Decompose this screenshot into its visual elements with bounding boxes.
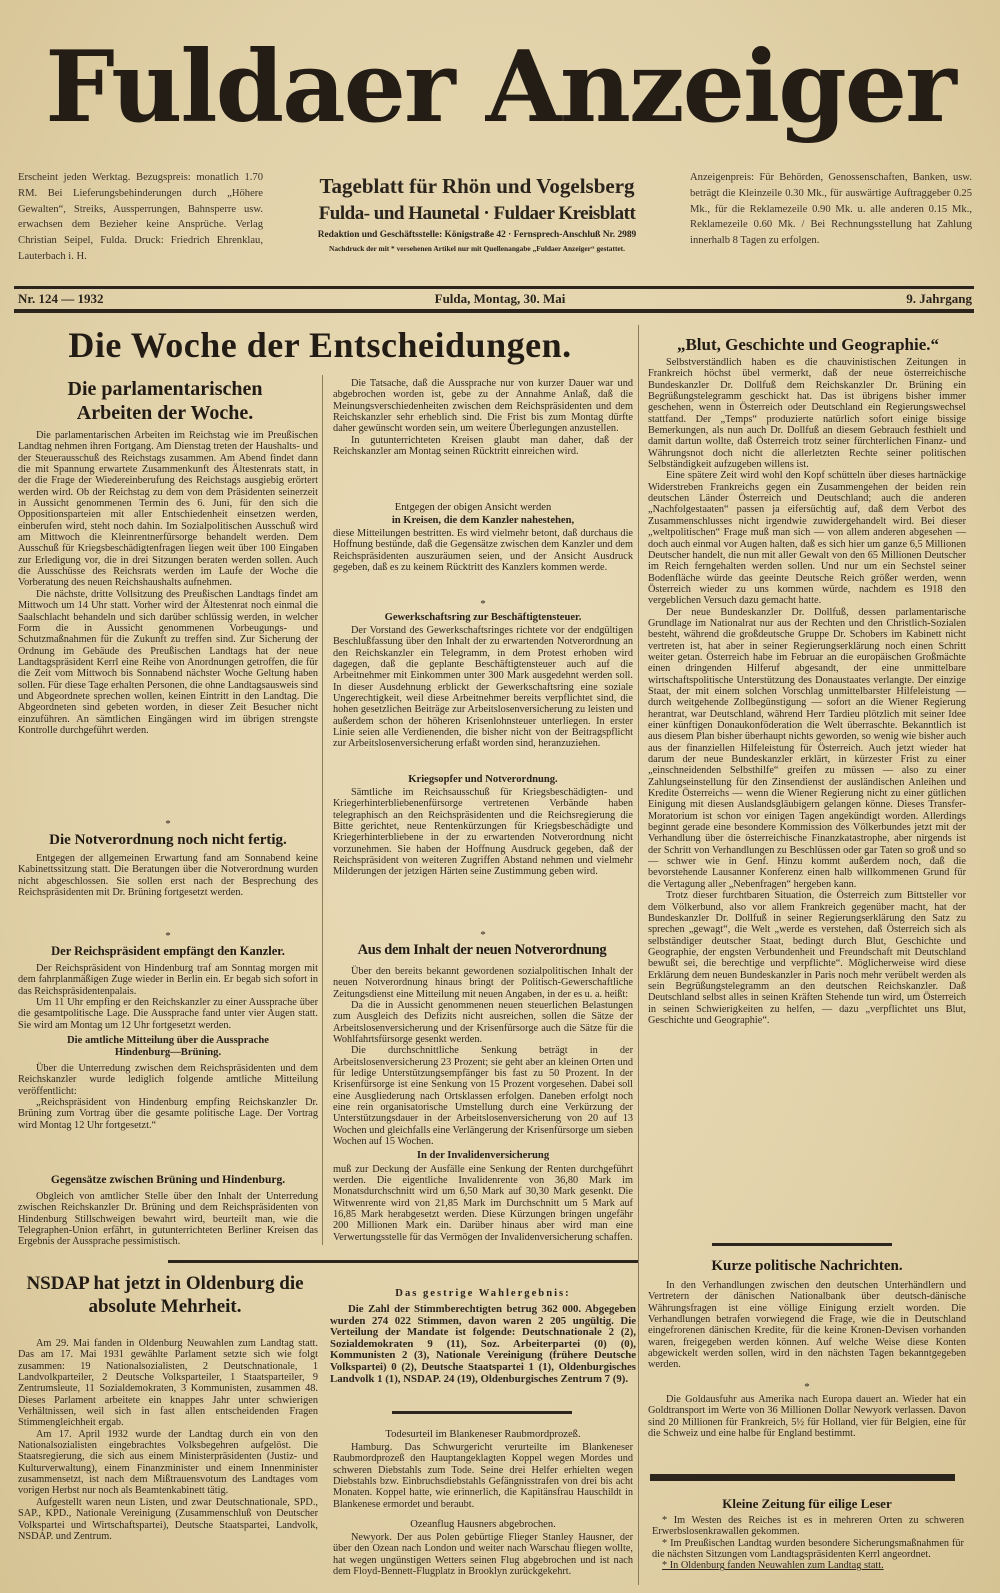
article-body [333,378,633,457]
paragraph: Um 11 Uhr empfing er den Reichskanzler zu einer Aussprache über die gesamtpolitische Lage. Die Aussprache fand unter vier Augen statt. Sie wird am Montag um 12 Uhr fortgesetzt werden. [18,997,318,1031]
subheading: In der Invalidenversicherung [416,1149,550,1161]
separator-star: * [804,1381,810,1393]
article-body [648,357,966,1026]
issue-number: Nr. 124 — 1932 [18,291,104,306]
paragraph: Der neue Bundeskanzler Dr. Dollfuß, dessen parlamentarische Grundlage im Nationalrat nur aus der Rechten und den Christlich-Sozialen besteht, während die großdeutsche Gruppe Dr. Schobers im Kabinett nicht vertreten ist, hat aber in seiner Regierungserklärung noch einen Schritt weiter getan. Österreich habe im Februar an die europäischen Großmächte einen dringenden Hilferuf abgesandt, der eine unmittelbare wirtschaftspolitische Unterstützung des Donaustaates verlangte. Der einzige Staat, der mit einem solchen Vorschlag unmittelbarster Hilfeleistung — durch weitgehende Zollbegünstigung — sofort an die Wiener Regierung herantrat, war Deutschland, während Herr Tardieu plötzlich mit seiner Idee einer künftigen Donaukonföderation die Welt überraschte. Bekanntlich ist aus diesem Plan bisher überhaupt nichts geworden, so wenig wie bisher auch aus der finanziellen Hilfeleistung für Österreich. Auch jetzt wieder hat darum der neue Bundeskanzler erklärt, in kürzester Frist zu einer „einschneidenden Selbsthilfe“ greifen zu müssen — also zu einer Zahlungseinstellung für den Zinsendienst der ausländischen Anleihen und Kredite Österreichs — wenn die Wiener Regierung nicht zu einer gütlichen Einigung mit diesen Auslandsgläubigern gelangen könne. Dieses Transfer-Moratorium ist schon vor einigen Tagen angekündigt worden. Allerdings beginnt gerade eine besondere Kommission des Völkerbundes jetzt mit der Verhandlung über die österreichische Finanzkatastrophe, aber nirgends ist der Schritt von Verhandlungen zu Beschlüssen oder gar Taten so groß und so — schwer wie in Genf. Hinzu kommt außerdem noch, daß die bevorstehende Lausanner Konferenz einen halb willkommenen Grund für die Vertagung aller „Nebenfragen“ hergeben kann. [648,606,966,890]
paragraph: Entgegen der allgemeinen Erwartung fand am Sonnabend keine Kabinettssitzung statt. Die Beratungen über die Notverordnung wurden nicht abgeschlossen. Sie sollen erst nach der Besprechung des Reichspräsidenten mit Dr. Brüning fortgesetzt werden. [18,853,318,899]
subtitle-line-1: Tageblatt für Rhön und Vogelsberg [319,174,635,198]
section-rule [712,1243,892,1246]
article-body [330,1304,636,1385]
paragraph: Am 17. April 1932 wurde der Landtag durch ein von den Nationalsozialisten eingebrachtes Volksbegehren aufgelöst. Die Staatsregierung, die sich aus einem Ministerpräsidenten (Justiz- und Kulturverwaltung), einem Finanzminister und einem Innenminister zusammensetzt, ist nach dem Mißtrauensvotum des Landtages vom vorigen Herbst nur noch als Beamtenkabinett tätig. [18,1428,318,1497]
article-body [333,625,633,750]
article-body [18,430,318,736]
article-body [18,1338,318,1542]
paragraph: Die Zahl der Stimmberechtigten betrug 362 000. Abgegeben wurden 274 022 Stimmen, davon waren 2 205 ungültig. Die Verteilung der Mandate ist folgende: Deutschnationale 2 (2), Sozialdemokraten 9 (11), Soz. Arbeiterpartei (0) (0), Kommunisten 2 (3), Nationale Vereinigung (frühere Deutsche Volkspartei) 0 (2), Deutsche Staatspartei 1 (1), Oldenburgisches Landvolk 1 (1), NSDAP. 24 (19), Oldenburgisches Zentrum 7 (9). [330,1303,636,1385]
advertising-rates: Anzeigenpreis: Für Behörden, Genossenschaften, Banken, usw. beträgt die Kleinzeile 0.30 Mk., für auswärtige Auftraggeber 0.25 Mk., für die Reklamezeile 0.90 Mk. u. alle anderen 0.15 Mk., Reklamezeile 0.60 Mk. / Bei Rechnungsstellung hat Zahlung innerhalb 8 Tagen zu erfolgen. [690,172,972,247]
paragraph: diese Mitteilungen bestritten. Es wird vielmehr betont, daß durchaus die Hoffnung bestünde, daß die Gegensätze zwischen dem Kanzler und dem Reichspräsidenten auszuräumen seien, und der Ansicht Ausdruck gegeben, daß es zu keinem Rücktritt des Kanzlers kommen werde. [333,528,633,574]
paragraph: In den Verhandlungen zwischen den deutschen Unterhändlern und Vertretern der dänischen Nationalbank über deutsch-dänische Währungsfragen ist eine völlige Einigung erzielt worden. Die Verhandlungen betrafen vorwiegend die Frage, wie die in Deutschland eingefrorenen dänischen Kredite, für die keine Kronen-Devisen vorhanden waren, freigegeben werden können. Auf welche Weise diese Konten abgewickelt werden sollen, wird in den nächsten Tagen bekanntgegeben werden. [648,1280,966,1371]
news-brief: * Im Westen des Reiches ist es in mehreren Orten zu schweren Erwerbslosenkrawallen gekommen. [652,1515,964,1538]
paragraph: Newyork. Der aus Polen gebürtige Flieger Stanley Hausner, der über den Ozean nach London und weiter nach Warschau fliegen wollte, hat wegen ungünstigen Wetters seinen Flug abgebrochen und ist nach dem Floyd-Bennett-Flugplatz in Brooklyn zurückgekehrt. [333,1532,633,1578]
section-rule [168,1260,638,1263]
paragraph: Trotz dieser furchtbaren Situation, die Österreich zum Bittsteller vor dem Völkerbund, also vor allem Frankreich gegenüber macht, hat der Bundeskanzler Dr. Dollfuß in seiner Regierungserklärung den Satz zu sprechen „gewagt“, die Welt „werde es verstehen, daß Österreich sich als selbständiger deutscher Staat, bedingt durch Blut, Geschichte und Geographie, der engsten Verbundenheit und Freundschaft mit Deutschland bewußt sei, die berechtige und verpflichte“. Möglicherweise wird diese Erklärung dem neuen Bundeskanzler in Paris noch mehr verübelt werden als sein Begrüßungstelegramm an den deutschen Reichskanzler. Daß Deutschland selbst alles in seinen Kräften Stehende tun wird, um Österreich in seinen Schwierigkeiten zu helfen, — dazu „verpflichtet uns Blut, Geschichte und Geographie“. [648,890,966,1026]
paragraph: Eine spätere Zeit wird wohl den Kopf schütteln über dieses hartnäckige Widerstreben Frankreichs gegen ein Zusammengehen der beiden rein deutschen Länder Österreich und Deutschland; auch die anderen „Nachfolgestaaten“ passen ja eifersüchtig auf, daß dem Verbot des Zusammenschlusses nicht irgendwie zuwidergehandelt wird. Bei dieser „weltpolitischen“ Frage muß man sich — von allem anderen abgesehen — doch auch einmal vor Augen halten, daß es sich hier um ganze 6,5 Millionen Deutscher handelt, die nun mit aller Gewalt von den 65 Millionen Deutscher im Reich ferngehalten werden sollen. Und nur um ein Sechstel seiner Bodenfläche würde das geeinte Deutsche Reich größer werden, wenn Österreich wieder zu uns kommen würde, nachdem es 1918 den vergeblichen Versuch dazu gemacht hatte. [648,470,966,607]
paragraph: Der Vorstand des Gewerkschaftsringes richtete vor der endgültigen Beschlußfassung über den Inhalt der zu erwartenden Notverordnung an den Reichskanzler ein Telegramm, in dem Protest erhoben wird dagegen, daß die geplante Beschäftigtensteuer auch auf die Arbeitnehmer mit Einkommen unter 300 Mark ausgedehnt werden soll. In dieser Ausdehnung erblickt der Gewerkschaftsring eine soziale Ungerechtigkeit, weil diese Arbeitnehmer bereits verpflichtet sind, die hohen gesetzlichen Beiträge zur Arbeitslosenversicherung zu leisten und außerdem schon der höheren Krisenlohnsteuer unterliegen. In erster Linie seien alle Verdienenden, die bisher nicht von der Beitragspflicht zur Arbeitslosenversicherung erfaßt worden sind, heranzuziehen. [333,625,633,750]
paragraph: Die Goldausfuhr aus Amerika nach Europa dauert an. Wieder hat ein Goldtransport im Werte von 36 Millionen Dollar Newyork verlassen. Davon sind 20 Millionen für Frankreich, 5½ für Holland, vier für Belgien, eine für die Schweiz und eine halbe für England bestimmt. [648,1394,966,1440]
article-headline: Kriegsopfer und Notverordnung. [408,774,558,785]
article-body [18,963,318,1131]
newspaper-masthead: Fuldaer Anzeiger [45,30,955,145]
volume: 9. Jahrgang [906,291,972,306]
column-divider [638,325,639,1585]
separator-star: * [480,929,486,941]
article-body [648,1394,966,1439]
article-body [333,1442,633,1510]
quote: „Reichspräsident von Hindenburg empfing Reichskanzler Dr. Brüning zum Vortrag über die gesamte politische Lage. Der Vortrag wird Montag 12 Uhr fortgesetzt.“ [18,1097,318,1131]
article-headline: NSDAP hat jetzt in Oldenburg die absolute Mehrheit. [26,1273,304,1317]
article-headline: Die Notverordnung noch nicht fertig. [49,832,287,848]
paragraph: Am 29. Mai fanden in Oldenburg Neuwahlen zum Landtag statt. Das am 17. Mai 1931 gewählte Parlament setzte sich wie folgt zusammen: 19 Nationalsozialisten, 2 Deutschnationale, 1 Landvolkparteiler, 2 Deutsche Volksparteiler, 1 Staatsparteiler, 9 Zentrumsleute, 11 Sozialdemokraten, 3 Kommunisten, zusammen 48. Dieses Parlament arbeitete ein knappes Jahr unter schwierigen Verhältnissen, weil sich in fast allen entscheidenden Fragen Stimmengleichheit ergab. [18,1338,318,1429]
separator-star: * [165,818,171,830]
subheading: Entgegen der obigen Ansicht werden [394,502,552,513]
subheading: Die amtliche Mitteilung über die Aussprache Hindenburg—Brüning. [67,1035,269,1059]
article-headline: Die parlamentarischen Arbeiten der Woche. [67,378,263,424]
paragraph: In gutunterrichteten Kreisen glaubt man daher, daß der Reichskanzler am Montag seinen Rücktritt einreichen wird. [333,434,633,458]
article-headline: Kurze politische Nachrichten. [711,1258,903,1274]
article-headline: Ozeanflug Hausners abgebrochen. [410,1519,556,1530]
article-headline: Gewerkschaftsring zur Beschäftigtensteuer. [384,612,582,623]
paragraph: Sämtliche im Reichsausschuß für Kriegsbeschädigten- und Kriegerhinterbliebenenfürsorge vertretenen Verbände haben telegraphisch an den Reichspräsidenten und die Reichsregierung die Bitte gerichtet, neue Rentenkürzungen für Kriegsbeschädigte und Kriegerhinterbliebene in der zu erwartenden Notverordnung nicht vorzunehmen. Sie haben der Hoffnung Ausdruck gegeben, daß der Reichspräsident von weiteren Zugriffen Abstand nehmen und vielmehr Milderungen der jetzigen Härten seine Zustimmung geben wird. [333,787,633,878]
subscription-info: Erscheint jeden Werktag. Bezugspreis: monatlich 1.70 RM. Bei Lieferungsbehinderungen durch „Höhere Gewalten“, Streiks, Aussperrungen, Bahnsperre usw. erwachsen dem Bezieher keine Ansprüche. Verlag Christian Seipel, Fulda. Druck: Friedrich Ehrenklau, Lauterbach i. H. [18,172,263,262]
paragraph: Hamburg. Das Schwurgericht verurteilte im Blankeneser Raubmordprozeß den Hauptangeklagten Koppel wegen Mordes und schweren Diebstahls zum Tode. Seine drei Helfer erhielten wegen Diebstahls bzw. Einbruchsdiebstahls Gefängnisstrafen von drei bis acht Monaten. Koppel hatte, wie erinnerlich, die Kapitänsfrau Hauschildt in Blankenese ermordet und beraubt. [333,1442,633,1510]
paragraph: Die Tatsache, daß die Aussprache nur von kurzer Dauer war und abgebrochen worden ist, gebe zu der Annahme Anlaß, daß die Meinungsverschiedenheiten zwischen dem Reichspräsidenten und dem Reichskanzler sehr erheblich sind. Die Frist bis zum Montag dürfte daher gewünscht worden sein, um weitere Überlegungen anzustellen. [333,378,633,435]
place-date: Fulda, Montag, 30. Mai [434,291,566,306]
main-headline: Die Woche der Entscheidungen. [68,325,572,365]
paragraph: Da die in Aussicht genommenen neuen steuerlichen Belastungen zum Ausgleich des Defizits nicht ausreichen, sollen die Sätze der Arbeitslosenversicherung und der Krisenfürsorge auch die Sätze für die Wohlfahrtsfürsorge gesenkt werden. [333,1000,633,1046]
news-brief: * In Oldenburg fanden Neuwahlen zum Landtag statt. [662,1560,884,1572]
paragraph: Obgleich von amtlicher Stelle über den Inhalt der Unterredung zwischen Reichskanzler Dr. Brüning und dem Reichspräsidenten von Hindenburg Stillschweigen bewahrt wird, beurteilt man, wie die Telegraphen-Union erfährt, in gutunterrichteten Berliner Kreisen das Ergebnis der Aussprache pessimistisch. [18,1191,318,1248]
article-body [333,966,633,1243]
article-headline: „Blut, Geschichte und Geographie.“ [676,335,940,354]
paragraph: Die nächste, dritte Vollsitzung des Preußischen Landtags findet am Mittwoch um 14 Uhr statt. Vorher wird der Ältestenrat noch einmal die Saalschlacht behandeln und sich darüber schlüssig werden, in welcher Form die in Aussicht genommenen Vorbeugungs- und Schutzmaßnahmen für die Zukunft zu treffen sind. Zur Sicherung der Ordnung im Gebäude des Preußischen Landtags hat der neue Landtagspräsident Kerrl eine Reihe von Anordnungen getroffen, die für die Zeit vom Mittwoch bis Sonnabend nächster Woche Geltung haben sollen. Für diese Tage erhalten Personen, die ohne Landtagsausweis sind und Abgeordnete sprechen wollen, keinen Eintritt in den Landtag. Die Abgeordneten sind gebeten worden, in dieser Zeit Besucher nicht einzuführen. An sämtlichen Eingängen wird im übrigen strengste Kontrolle durchgeführt werden. [18,588,318,736]
paragraph: Selbstverständlich haben es die chauvinistischen Zeitungen in Frankreich höchst übel vermerkt, daß der neue österreichische Bundeskanzler Dr. Dollfuß dem Reichskanzler Dr. Brüning ein Begrüßungstelegramm geschickt hat. Das ist übrigens bisher immer geschehen, wenn in Österreich oder Deutschland ein Regierungswechsel stattfand. Der „Temps“ produzierte natürlich sofort einige bissige Bemerkungen, als nun auch Dr. Dollfuß an diesem Gebrauch festhielt und damit dartun wollte, daß Österreich trotz seiner fürchterlichen Finanz- und Währungsnot doch nicht die allerletzten Rechte seiner politischen Selbständigkeit aufzugeben willens ist. [648,357,966,471]
article-body [333,787,633,878]
masthead-rule [14,286,974,289]
separator-star: * [165,930,171,942]
paragraph: Über die Unterredung zwischen dem Reichspräsidenten und dem Reichskanzler wurde lediglich folgende amtliche Mitteilung veröffentlicht: [18,1063,318,1097]
article-body [18,853,318,898]
article-headline: Der Reichspräsident empfängt den Kanzler. [51,944,285,958]
paragraph: Aufgestellt waren neun Listen, und zwar Deutschnationale, SPD., SAP., KPD., Nationale Vereinigung (Zusammenschluß von Deutscher Volkspartei und Wirtschaftspartei), Deutsche Staatspartei, Landvolk, NSDAP. und Zentrum. [18,1496,318,1542]
article-headline: Kleine Zeitung für eilige Leser [722,1496,892,1511]
paragraph: Die parlamentarischen Arbeiten im Reichstag wie im Preußischen Landtag nehmen ihren Fortgang. Am Dienstag treten der Haushalts- und der Steuerausschuß des Reichstags zusammen. Am Abend findet dann die mit Spannung erwartete Zusammenkunft des Ältestenrats statt, in der die Frage der Wiedereinberufung des Reichstags ausgiebig erörtert werden wird. Ob der Reichstag zu dem von dem Präsidenten seinerzeit in Aussicht genommenen Termin des 6. Juni, für den sich die Oppositionsparteien mit aller Entschiedenheit einsetzen werden, einberufen wird, steht noch dahin. Im Sozialpolitischen Ausschuß wird am Mittwoch die Kleinrentnerfürsorge behandelt werden. Dem Ausschuß für Kriegsbeschädigtenfragen liegen weit über 100 Eingaben zur Erledigung vor, die in drei Sitzungen beraten werden sollen. Auch die Ausschüsse des Reichsrats werden im Laufe der Woche die Vorberatung des neuen Reichshaushalts aufnehmen. [18,430,318,589]
article-headline: Das gestrige Wahlergebnis: [395,1288,571,1299]
news-brief: * Im Preußischen Landtag wurden besondere Sicherungsmaßnahmen für die nächsten Sitzungen vom Landtagspräsidenten Kerrl angeordnet. [652,1537,964,1561]
article-headline: Todesurteil im Blankeneser Raubmordprozeß. [385,1429,581,1440]
article-headline: Aus dem Inhalt der neuen Notverordnung [357,942,607,958]
article-body [333,528,633,573]
article-body [333,1532,633,1577]
section-rule [392,1411,572,1414]
section-rule [650,1474,955,1481]
column-divider [322,375,323,1245]
news-brief-list [652,1515,964,1572]
paragraph: muß zur Deckung der Ausfälle eine Senkung der Renten durchgeführt werden. Die eigentliche Invalidenrente von 36,80 Mark im Monatsdurchschnitt wird um 6,50 Mark auf 30,30 Mark gesenkt. Die Witwenrente wird von 21,85 Mark im Durchschnitt um 5 Mark auf 16,85 Mark herabgesetzt werden. Diese Kürzungen bringen ungefähr 200 Millionen Mark ein. Darüber hinaus aber wird man eine Verwertungsstelle für das Vermögen der Invalidenversicherung schaffen. [333,1163,633,1243]
dateline-rule [14,309,974,313]
article-headline: Gegensätze zwischen Brüning und Hindenburg. [50,1174,286,1186]
article-body [18,1191,318,1248]
reprint-note: Nachdruck der mit * versehenen Artikel nur mit Quellenangabe „Fuldaer Anzeiger“ gestattet. [328,244,625,253]
separator-star: * [480,598,486,610]
subtitle-line-2: Fulda- und Haunetal · Fuldaer Kreisblatt [318,203,636,224]
paragraph: Die durchschnittliche Senkung beträgt in der Arbeitslosenversicherung 23 Prozent; sie geht aber an kleinen Orten und für ledige Unterstützungsempfänger bis fast zu 50 Prozent. In der Krisenfürsorge ist eine Senkung von 15 Prozent vorgesehen. Dabei soll eine Ausgliederung nach Ortsklassen erfolgen. Daneben erfolgt noch eine rein organisatorische Umstellung durch eine Verkürzung der Unterstützungsdauer in der Arbeitslosenversicherung von 20 auf 13 Wochen und gleichfalls eine Verlängerung der Krisenfürsorge um sieben Wochen auf 15 Wochen. [333,1045,633,1148]
paragraph: Der Reichspräsident von Hindenburg traf am Sonntag morgen mit dem fahrplanmäßigen Zuge wieder in Berlin ein. Er begab sich sofort in das Reichspräsidentenpalais. [18,963,318,997]
subheading: in Kreisen, die dem Kanzler nahestehen, [391,515,575,526]
editorial-address: Redaktion und Geschäftsstelle: Königstraße 42 · Fernsprech-Anschluß Nr. 2989 [317,230,637,240]
article-body [648,1280,966,1371]
paragraph: Über den bereits bekannt gewordenen sozialpolitischen Inhalt der neuen Notverordnung hinaus bringt der Politisch-Gewerschaftliche Zeitungsdienst eine Mitteilung mit neuen Angaben, in der es u. a. heißt: [333,966,633,1000]
masthead-subtitle [272,172,682,255]
